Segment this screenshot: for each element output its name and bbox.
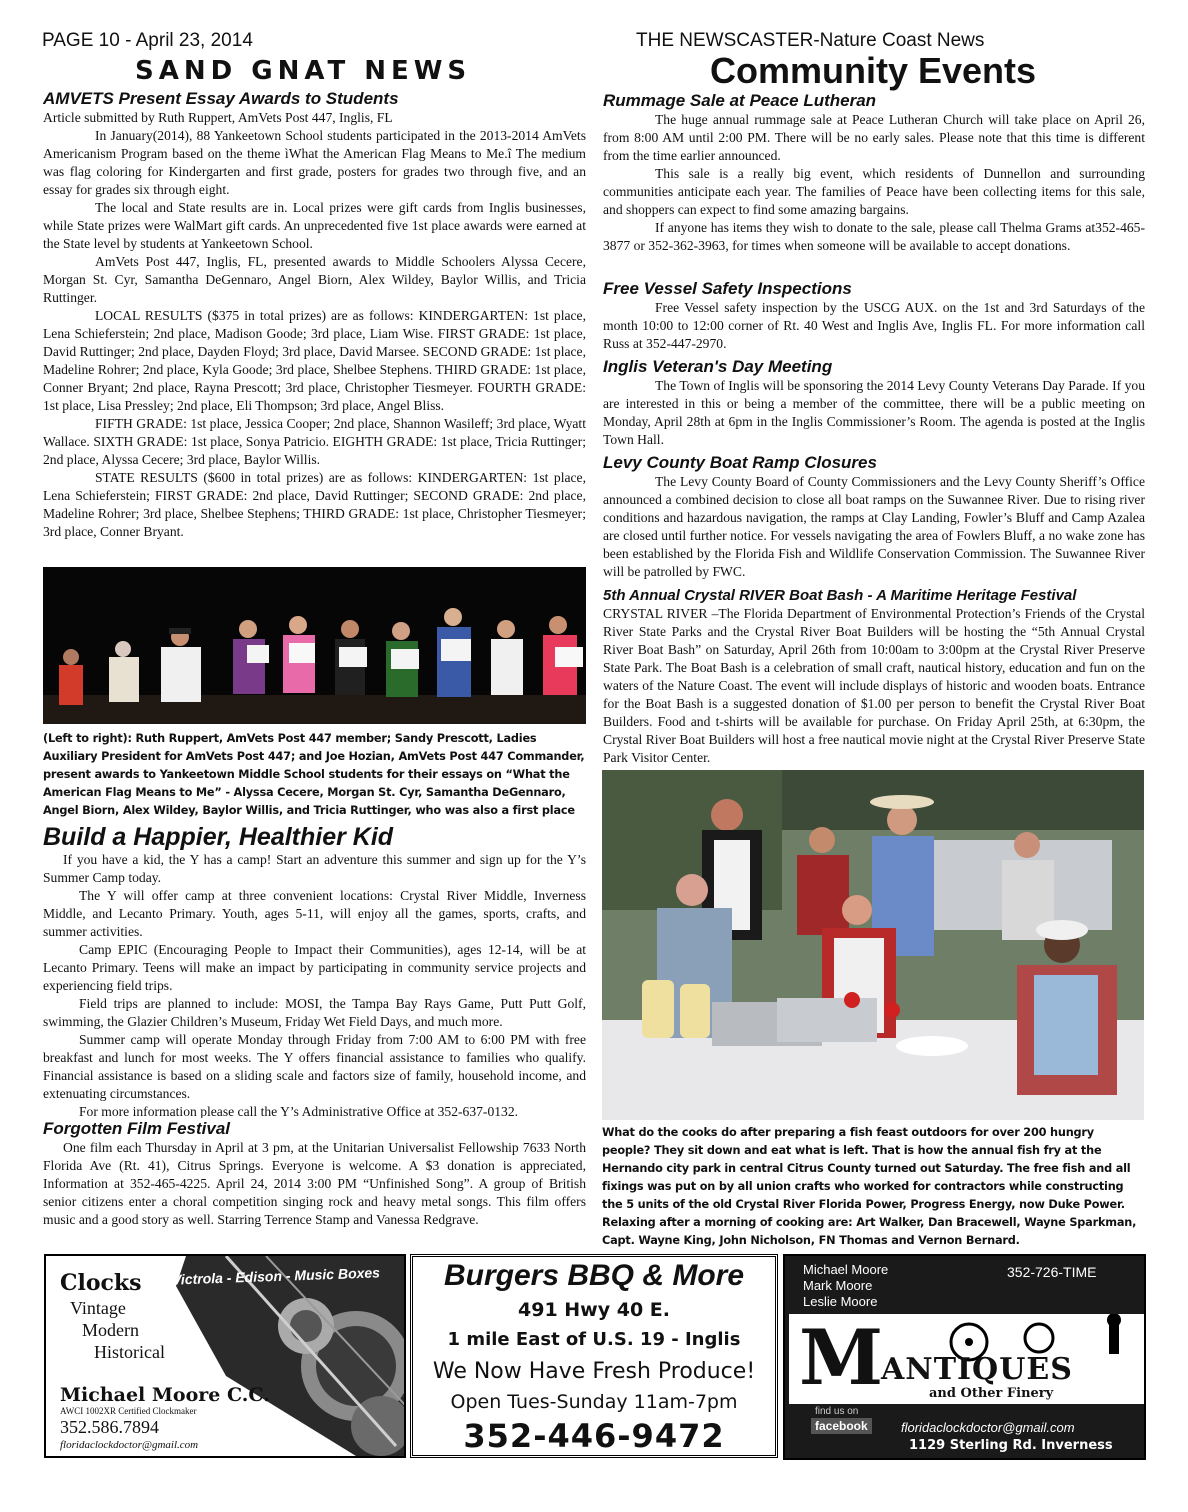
boat-ramp-headline: Levy County Boat Ramp Closures — [603, 453, 877, 472]
amvets-award-photo — [43, 567, 586, 724]
antiques-email[interactable]: floridaclockdoctor@gmail.com — [901, 1420, 1075, 1435]
antiques-logo-panel — [789, 1314, 1145, 1404]
burgers-phone: 352-446-9472 — [463, 1417, 725, 1455]
fish-fry-photo — [602, 770, 1144, 1120]
community-events-masthead: Community Events — [710, 50, 1037, 91]
clocks-email: floridaclockdoctor@gmail.com — [60, 1439, 199, 1451]
film-headline: Forgotten Film Festival — [43, 1119, 231, 1138]
clockmaker-cert: AWCI 1002XR Certified Clockmaker — [60, 1406, 197, 1416]
amvets-photo-caption: (Left to right): Ruth Ruppert, AmVets Post 447 member; Sandy Prescott, Ladies Auxiliary President for AmVets Post 447; and Joe Hozian, AmVets Post 447 Commander, present awards to Yankeetown Middle School students for their essays on “What the American Flag Means to Me” - Alyssa Cecere, Morgan St. Cyr, Samantha DeGennaro, Angel Biorn, Alex Wildey, Baylor Willis, and Tricia Ruttinger, who was also a first place — [43, 732, 585, 817]
amvets-paragraph: LOCAL RESULTS ($375 in total prizes) are as follows: KINDERGARTEN: 1st place, Lena Schieferstein; 2nd place, Madison Goode; 3rd place, Liam Wise. FIRST GRADE: 1st place, David Ruttinger; 2nd place, Dayden Floyd; 3rd place, David Marsee. SECOND GRADE: 1st place, Madeline Rohrer; 2nd place, Kyla Goode; 3rd place, Shelbee Stephens. THIRD GRADE: 1st place, Conner Bryant; 2nd place, Rayna Prescott; 3rd place, Christopher Tiesmeyer. FOURTH GRADE: 1st place, Lisa Pressley; 2nd place, Eli Thompson; 3rd place, Angel Bliss. — [43, 308, 586, 413]
facebook-icon[interactable]: facebook — [811, 1418, 872, 1434]
burgers-address: 491 Hwy 40 E. — [518, 1299, 670, 1321]
find-us-label: find us on — [815, 1406, 859, 1417]
clocks-title: Clocks — [60, 1270, 142, 1296]
sand-gnat-masthead: SAND GNAT NEWS — [135, 56, 472, 86]
rummage-paragraph: This sale is a really big event, which residents of Dunnellon and surrounding communities anticipate each year. The families of Peace have been collecting items for this sale, and shoppers can expect to find some amazing bargains. — [603, 166, 1145, 217]
clocks-ad — [44, 1254, 406, 1458]
antiques-subtitle: and Other Finery — [929, 1386, 1054, 1401]
clockmaker-name: Michael Moore C.C. — [60, 1384, 270, 1406]
ymca-article — [43, 823, 586, 1118]
burgers-produce: We Now Have Fresh Produce! — [432, 1359, 756, 1384]
vessel-inspection-article — [603, 278, 1145, 354]
amvets-article — [43, 88, 586, 563]
ymca-paragraph: Field trips are planned to include: MOSI, the Tampa Bay Rays Game, Putt Putt Golf, swimming, the Glazier Children’s Museum, Friday Wet Field Days, and much more. — [43, 996, 586, 1029]
antiques-address: 1129 Sterling Rd. Inverness — [909, 1438, 1113, 1453]
burgers-location: 1 mile East of U.S. 19 - Inglis — [447, 1329, 741, 1350]
antiques-phone: 352-726-TIME — [1007, 1264, 1097, 1280]
antiques-ad — [783, 1254, 1146, 1460]
boat-bash-paragraph: CRYSTAL RIVER –The Florida Department of Environmental Protection’s Friends of the Crystal River State Parks and the Crystal River Boat Builders will be hosting the “5th Annual Crystal River Boat Bash” on Saturday, April 26th from 10:00am to 3:00pm at the Crystal River Preserve State Park. The Boat Bash is a celebration of small craft, nautical history, education and fun on the waters of the Nature Coast. The event will include displays of historic and wooden boats. Entrance for the Boat Bash is a suggested donation of $1.00 per person to benefit the Crystal River Boat Builders. Food and t-shirts will be available for purchase. On Friday April 25th, at 6:30pm, the Crystal River Boat Builders will host a free nautical movie night at the Crystal River Preserve State Park Visitor Center. — [603, 606, 1145, 765]
boat-bash-headline: 5th Annual Crystal RIVER Boat Bash - A Maritime Heritage Festival — [603, 587, 1077, 604]
clocks-phone: 352.586.7894 — [60, 1417, 159, 1437]
antiques-owner-1: Michael Moore — [803, 1262, 889, 1277]
ymca-paragraph: Summer camp will operate Monday through Friday from 7:00 AM to 6:00 PM with free breakfast and lunch for most weeks. The Y offers financial assistance to families who qualify. Financial assistance is based on a sliding scale and factors size of family, household income, and extenuating circumstances. — [43, 1032, 586, 1101]
ymca-headline: Build a Happier, Healthier Kid — [43, 823, 394, 851]
page-number-date: PAGE 10 - April 23, 2014 — [42, 30, 253, 51]
vessel-paragraph: Free Vessel safety inspection by the USCG AUX. on the 1st and 3rd Saturdays of the month 10:00 to 12:00 corner of Rt. 40 West and Inglis Ave, Inglis FL. For more information call Russ at 352-447-2970. — [603, 300, 1145, 351]
amvets-paragraph: In January(2014), 88 Yankeetown School students participated in the 2013-2014 AmVets Americanism Program based on the theme ìWhat the American Flag Means to Me.î The medium was flag coloring for Kindergarten and first grade, posters for grades two through five, and an essay for grades six through eight. — [43, 128, 586, 197]
amvets-headline: AMVETS Present Essay Awards to Students — [43, 89, 399, 108]
antiques-owner-2: Mark Moore — [803, 1278, 873, 1293]
amvets-paragraph: STATE RESULTS ($600 in total prizes) are as follows: KINDERGARTEN: 1st place, Lena Schieferstein; FIRST GRADE: 2nd place, David Ruttinger; SECOND GRADE: 2nd place, Madeline Rohrer; 3rd place, Shelbee Stephens; THIRD GRADE: 1st place, Christopher Tiesmeyer; 3rd place, Conner Bryant. — [43, 470, 586, 539]
historical-label: Historical — [94, 1342, 165, 1362]
rummage-paragraph: The huge annual rummage sale at Peace Lutheran Church will take place on April 26, from 8:00 AM until 2:00 PM. There will be no early sales. Please note that this time is different from the time earlier announced. — [603, 112, 1145, 163]
antiques-owner-3: Leslie Moore — [803, 1294, 878, 1309]
antiques-logo-letter: M — [799, 1313, 884, 1402]
veterans-paragraph: The Town of Inglis will be sponsoring the 2014 Levy County Veterans Day Parade. If you are interested in this or being a member of the committee, there will be a public meeting on Monday, April 28th at 6pm in the Inglis Commissioner’s Room. The agenda is posted at the Inglis Town Hall. — [603, 378, 1145, 447]
boat-bash-article — [603, 586, 1145, 768]
ymca-paragraph: For more information please call the Y’s Administrative Office at 352-637-0132. — [79, 1104, 519, 1118]
vessel-headline: Free Vessel Safety Inspections — [603, 279, 852, 298]
fish-fry-illustration — [602, 770, 1144, 1120]
vintage-label: Vintage — [70, 1298, 126, 1318]
boat-ramp-article — [603, 452, 1145, 582]
modern-label: Modern — [82, 1320, 139, 1340]
boat-ramp-paragraph: The Levy County Board of County Commissioners and the Levy County Sheriff’s Office announced a combined decision to close all boat ramps on the Suwannee River. Due to rising river conditions and hazardous navigation, the ramps at Clay Landing, Fowler’s Bluff and Camp Azalea are closed until further notice. For vessels navigating the area of Fowlers Bluff, a no wake zone has been established by the Florida Fish and Wildlife Conservation Commission. The Suwannee River will be patrolled by FWC. — [603, 474, 1145, 579]
ymca-paragraph: If you have a kid, the Y has a camp! Start an adventure this summer and sign up for the Y’s Summer Camp today. — [43, 852, 586, 885]
burgers-bbq-ad — [410, 1254, 778, 1458]
rummage-paragraph: If anyone has items they wish to donate to the sale, please call Thelma Grams at352-465-3877 or 352-362-3963, for times when someone will be available to accept donations. — [603, 220, 1145, 253]
fish-fry-caption: What do the cooks do after preparing a fish feast outdoors for over 200 hungry people? They sit down and eat what is left. That is how the annual fish fry at the Hernando city park in central Citrus County turned out Saturday. The free fish and all fixings was put on by all union crafts who worked for contractors while constructing the 5 units of the old Crystal River Florida Power, Progress Energy, now Duke Power. Relaxing after a morning of cooking are: Art Walker, Dan Bracewell, Wayne Sparkman, Capt. Wayne King, John Nicholson, FN Thomas and Vernon Bernard. — [602, 1126, 1137, 1247]
burgers-title: Burgers BBQ & More — [443, 1259, 745, 1292]
rummage-headline: Rummage Sale at Peace Lutheran — [603, 91, 877, 110]
veterans-headline: Inglis Veteran's Day Meeting — [603, 357, 833, 376]
veterans-day-article — [603, 356, 1145, 450]
amvets-byline: Article submitted by Ruth Ruppert, AmVets Post 447, Inglis, FL — [43, 110, 393, 125]
publication-name: THE NEWSCASTER-Nature Coast News — [636, 30, 985, 51]
amvets-photo-illustration — [43, 567, 586, 724]
ymca-paragraph: Camp EPIC (Encouraging People to Impact their Communities), ages 12-14, will be at Lecanto Primary. Teens will make an impact by participating in community service projects and experiencing field trips. — [43, 942, 586, 993]
film-paragraph: One film each Thursday in April at 3 pm, at the Unitarian Universalist Fellowship 7633 North Florida Ave (Rt. 41), Citrus Springs. Everyone is welcome. A $3 donation is appreciated, Information at 352-465-4225. April 24, 2014 3:00 PM “Unfinished Song”. A group of British senior citizens enter a choral competition singing rock and heavy metal songs. This film offers music and a good story as well. Starring Terrence Stamp and Vanessa Redgrave. — [43, 1140, 586, 1227]
ymca-paragraph: The Y will offer camp at three convenient locations: Crystal River Middle, Inverness Middle, and Lecanto Primary. Youth, ages 5-11, will enjoy all the games, sports, crafts, and summer activities. — [43, 888, 586, 939]
burgers-hours: Open Tues-Sunday 11am-7pm — [450, 1391, 738, 1413]
antiques-logo-word: ANTIQUES — [881, 1352, 1073, 1387]
amvets-paragraph: The local and State results are in. Local prizes were gift cards from Inglis businesses, while State prizes were WalMart gift cards. An unprecedented five 1st place awards were earned at the State level by students at Yankeetown School. — [43, 200, 586, 251]
victrola-banner: Victrola - Edison - Music Boxes — [171, 1264, 381, 1288]
film-festival-article — [43, 1118, 586, 1250]
amvets-paragraph: FIFTH GRADE: 1st place, Jessica Cooper; 2nd place, Shannon Wasileff; 3rd place, Wyatt Wallace. SIXTH GRADE: 1st place, Sonya Patricio. EIGHTH GRADE: 1st place, Tricia Ruttinger; 2nd place, Alyssa Cecere; 3rd place, Baylor Willis. — [43, 416, 586, 467]
amvets-paragraph: AmVets Post 447, Inglis, FL, presented awards to Middle Schoolers Alyssa Cecere, Morgan St. Cyr, Samantha DeGennaro, Angel Biorn, Alex Wildey, Baylor Willis, and Tricia Ruttinger. — [43, 254, 586, 305]
rummage-sale-article — [603, 90, 1145, 270]
